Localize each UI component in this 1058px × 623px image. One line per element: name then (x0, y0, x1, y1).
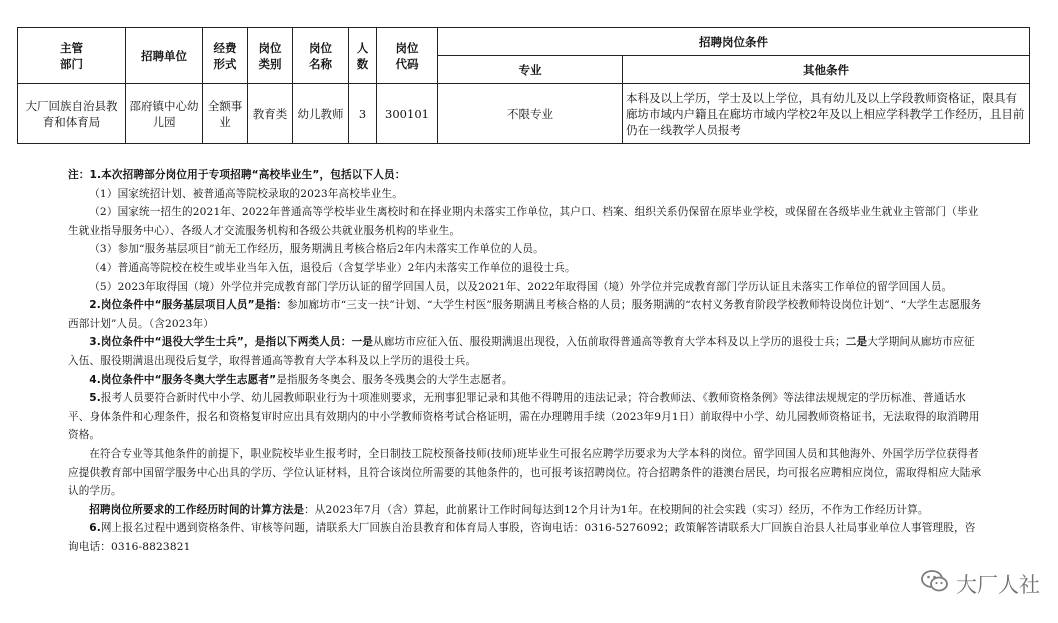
cell-category: 教育类 (248, 84, 293, 144)
calc-method-label: 招聘岗位所要求的工作经历时间的计算方法是 (89, 503, 305, 516)
note-5-number: 5. (89, 392, 101, 405)
note-3-two-label: 二是 (845, 336, 868, 349)
note-3-one-label: 一是 (351, 336, 373, 349)
cell-count: 3 (349, 84, 377, 144)
note-6-text: 网上报名过程中遇到资格条件、审核等问题，请联系大厂回族自治县教育和体育局人事股，咨询电话：0316-5276092；政策解答请联系大厂回族自治县人社局事业单位人事管理股，咨询电话：0316-8823821 (68, 522, 976, 553)
header-major: 专业 (438, 56, 623, 84)
wechat-icon (920, 568, 956, 599)
watermark (920, 568, 1040, 599)
note-5 (68, 389, 983, 445)
note-2-text: 参加廊坊市“三支一扶”计划、“大学生村医”服务期满且考核合格的人员；服务期满的“农村义务教育阶段学校教师特设岗位计划”、“大学生志愿服务西部计划”人员。（含2023年） (68, 299, 982, 330)
recruitment-table (17, 27, 1030, 144)
cell-major: 不限专业 (438, 84, 623, 144)
note-2 (68, 296, 983, 333)
cell-position: 幼儿教师 (293, 84, 349, 144)
note-6-number: 6. (89, 522, 101, 535)
table-row (18, 84, 1030, 144)
note-5-paragraph-2: 在符合专业等其他条件的前提下，职业院校毕业生报考时，全日制技工院校预备技师(技师)班毕业生可报名应聘学历要求为大学本科的岗位。留学回国人员和其他海外、外国学历学位获得者应提供教育部中国留学服务中心出具的学历、学位认证材料，且符合该岗位所需要的其他条件的，也可报考该招聘岗位。符合招聘条件的港澳台居民，均可报名应聘相应岗位，需取得相应大陆承认的学历。 (68, 447, 982, 498)
note-1-title: 注：1.本次招聘部分岗位用于专项招聘“高校毕业生”，包括以下人员： (68, 169, 406, 181)
header-unit: 招聘单位 (126, 28, 203, 84)
note-3-one-text: 从廊坊市应征入伍、服役期满退出现役，入伍前取得普通高等教育大学本科及以上学历的退役士兵； (372, 336, 846, 349)
cell-other: 本科及以上学历，学士及以上学位，具有幼儿及以上学段教师资格证，限具有廊坊市域内户籍且在廊坊市域内学校2年及以上相应学科教学工作经历，且目前仍在一线教学人员报考 (623, 84, 1030, 144)
notes-section (68, 166, 983, 556)
note-4 (68, 371, 983, 390)
cell-unit: 邵府镇中心幼儿园 (126, 84, 203, 144)
note-1-item-1: （1）国家统招计划、被普通高等院校录取的2023年高校毕业生。 (89, 187, 403, 200)
cell-dept: 大厂回族自治县教育和体育局 (18, 84, 126, 144)
note-3-two-text: 大学期间从廊坊市应征入伍、服役期满退出现役后复学，取得普通高等教育大学本科及以上学历的退役士兵。 (68, 336, 975, 367)
watermark-text: 大厂人社 (956, 572, 1040, 597)
note-1-item-3: （3）参加“服务基层项目”前无工作经历，服务期满且考核合格后2年内未落实工作单位的人员。 (89, 243, 544, 256)
header-funding: 经费 形式 (203, 28, 248, 84)
note-3 (68, 333, 983, 370)
note-2-label: 2.岗位条件中“服务基层项目人员”是指： (89, 299, 288, 312)
note-3-label: 3.岗位条件中“退役大学生士兵”，是指以下两类人员： (89, 336, 352, 349)
calc-method (68, 501, 983, 520)
cell-code: 300101 (377, 84, 438, 144)
note-1-item-5: （5）2023年取得国（境）外学位并完成教育部门学历认证的留学回国人员，以及2021年、2022年取得国（境）外学位并完成教育部门学历认证且未落实工作单位的留学回国人员。 (89, 280, 953, 293)
header-conditions: 招聘岗位条件 (438, 28, 1030, 56)
cell-funding: 全额事业 (203, 84, 248, 144)
header-category: 岗位 类别 (248, 28, 293, 84)
note-4-label: 4.岗位条件中“服务冬奥大学生志愿者” (89, 373, 277, 386)
header-dept: 主管 部门 (18, 28, 126, 84)
header-count: 人 数 (349, 28, 377, 84)
note-1-item-2: （2）国家统一招生的2021年、2022年普通高等学校毕业生离校时和在择业期内未落实工作单位，其户口、档案、组织关系仍保留在原毕业学校，或保留在各级毕业生就业主管部门（毕业生就业指导服务中心）、各级人才交流服务机构和各级公共就业服务机构的毕业生。 (68, 206, 979, 237)
calc-method-text: ：从2023年7月（含）算起，此前累计工作时间每达到12个月计为1年。在校期间的社会实践（实习）经历，不作为工作经历计算。 (304, 503, 929, 516)
note-1-item-4: （4）普通高等院校在校生或毕业当年入伍，退役后（含复学毕业）2年内未落实工作单位的退役士兵。 (89, 261, 576, 274)
header-code: 岗位 代码 (377, 28, 438, 84)
note-4-text: 是指服务冬奥会、服务冬残奥会的大学生志愿者。 (276, 373, 513, 386)
header-other: 其他条件 (623, 56, 1030, 84)
header-position: 岗位 名称 (293, 28, 349, 84)
note-6 (68, 519, 983, 556)
note-5-text: 报考人员要符合新时代中小学、幼儿园教师职业行为十项准则要求，无刑事犯罪记录和其他不得聘用的违法记录；符合教师法、《教师资格条例》等法律法规规定的学历标准、普通话水平、身体条件和心理条件，报名和资格复审时应出具有效期内的中小学教师资格考试合格证明，需在办理聘用手续（2023年9月1日）前取得中小学、幼儿园教师资格证书，无法取得的取消聘用资格。 (68, 392, 980, 442)
